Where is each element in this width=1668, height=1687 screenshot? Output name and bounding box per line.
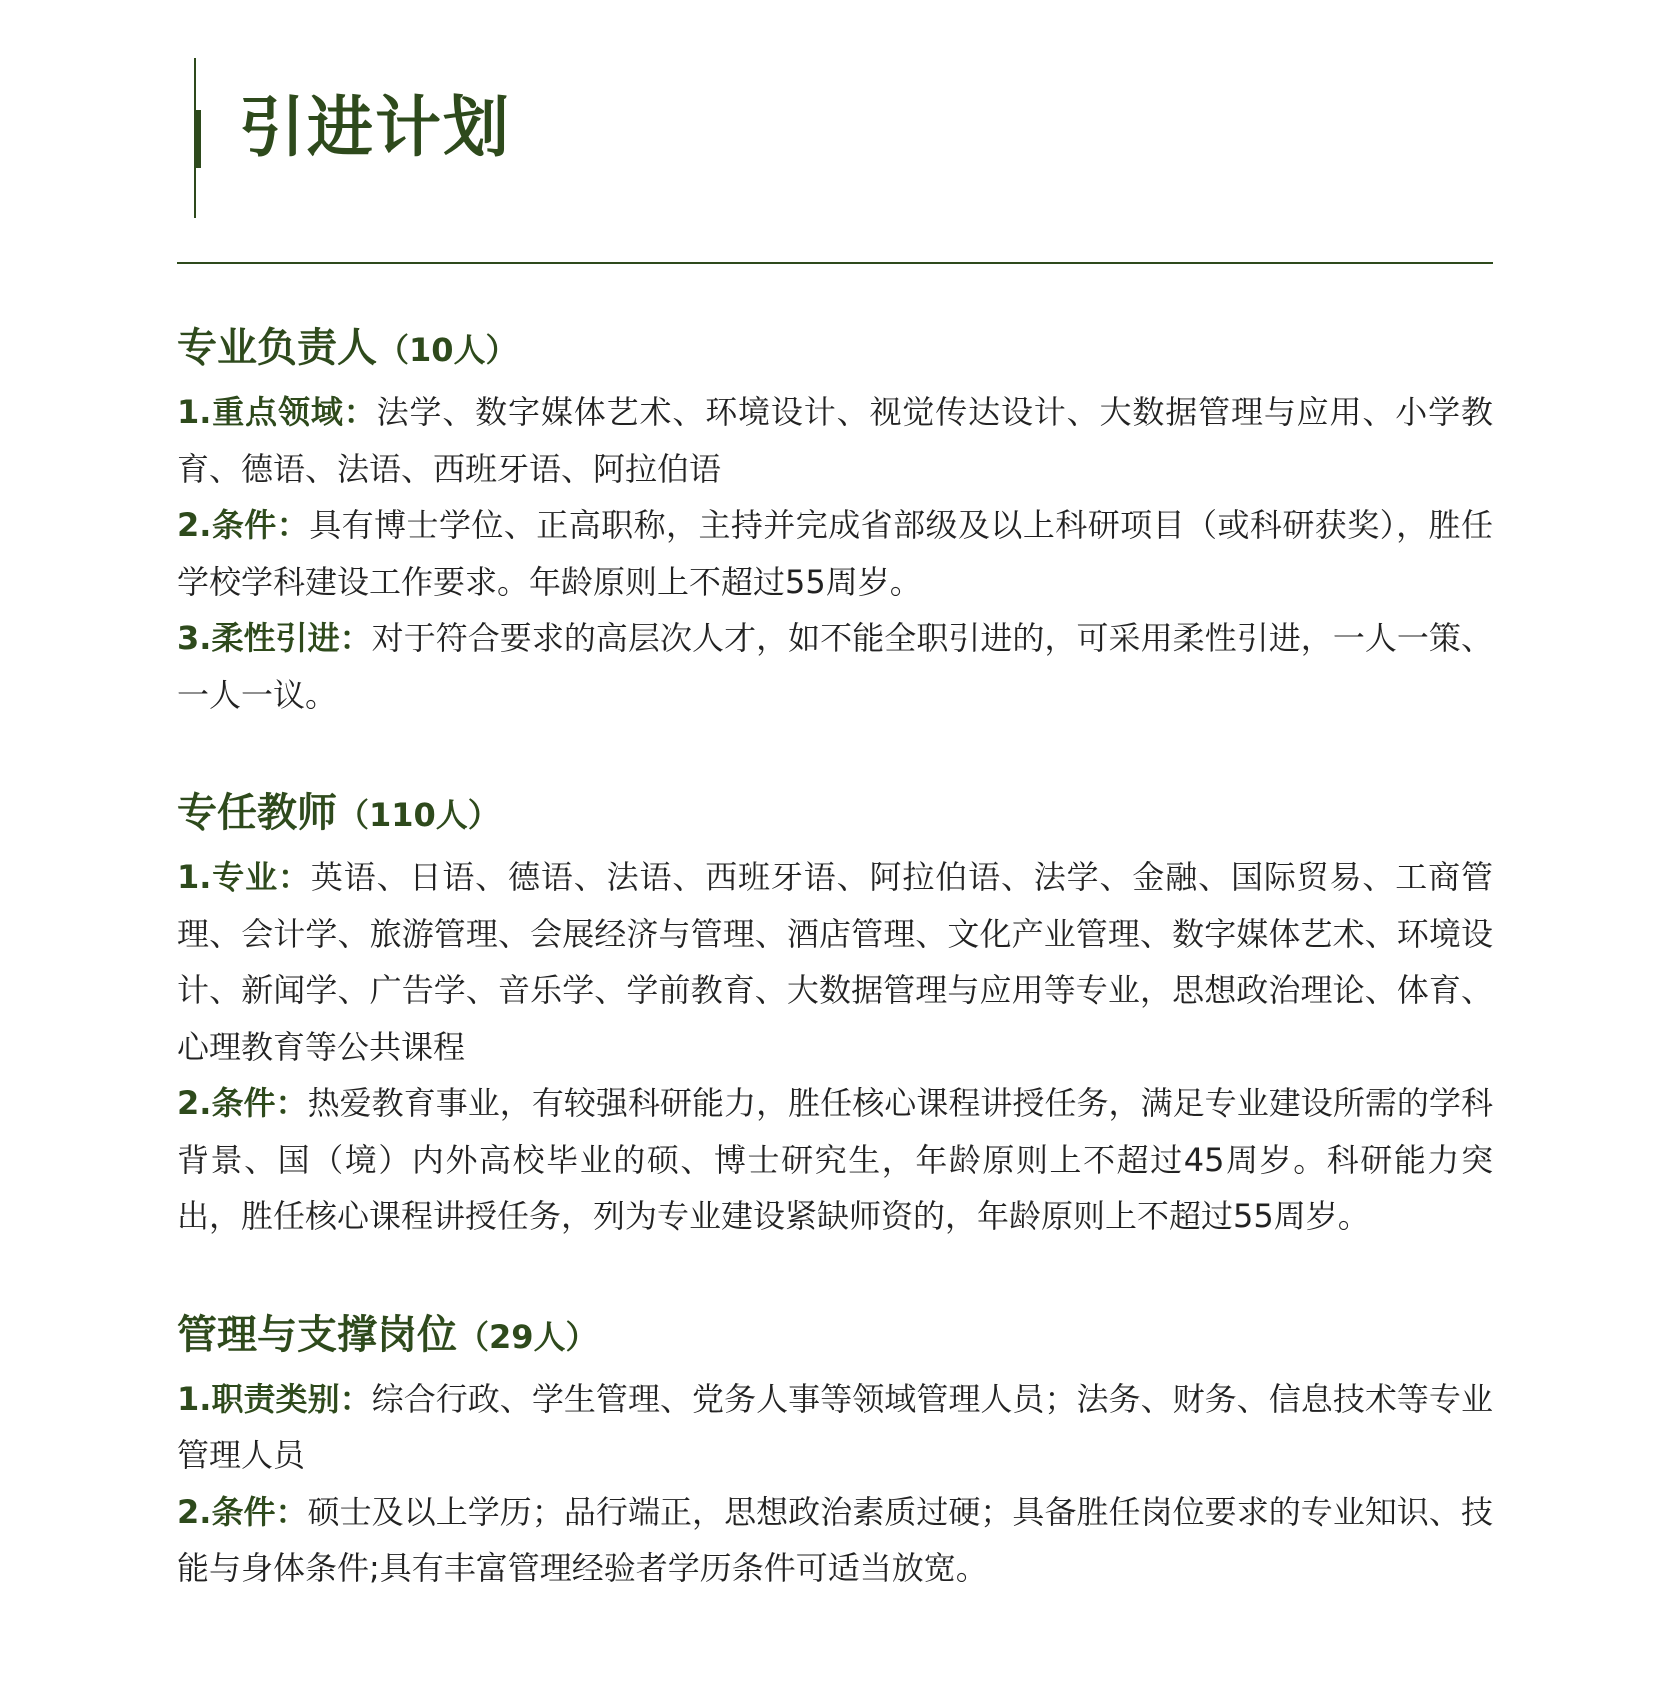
page-title: 引进计划 bbox=[239, 89, 511, 166]
list-item bbox=[177, 610, 1493, 723]
section-count: （10人） bbox=[377, 331, 518, 369]
list-item bbox=[177, 384, 1493, 497]
section-count: （29人） bbox=[457, 1317, 598, 1356]
section-heading bbox=[177, 783, 1493, 845]
list-item bbox=[177, 1075, 1493, 1245]
item-text: 综合行政、学生管理、党务人事等领域管理人员；法务、财务、信息技术等专业管理人员 bbox=[177, 1379, 1493, 1474]
section-heading bbox=[177, 318, 1493, 380]
section-heading bbox=[177, 1305, 1493, 1367]
section-title: 专任教师 bbox=[177, 790, 337, 836]
section-management-support bbox=[177, 1305, 1493, 1597]
item-label: 2.条件： bbox=[177, 1492, 308, 1531]
section-title: 专业负责人 bbox=[177, 325, 377, 371]
list-item bbox=[177, 1484, 1493, 1597]
section-program-leaders bbox=[177, 318, 1493, 723]
title-accent-bar bbox=[194, 110, 201, 168]
item-text: 热爱教育事业，有较强科研能力，胜任核心课程讲授任务，满足专业建设所需的学科背景、国（境）内外高校毕业的硕、博士研究生，年龄原则上不超过45周岁。科研能力突出，胜任核心课程讲授任务，列为专业建设紧缺师资的，年龄原则上不超过55周岁。 bbox=[177, 1084, 1493, 1235]
item-label: 2.条件： bbox=[177, 506, 310, 544]
list-item bbox=[177, 1371, 1493, 1484]
item-label: 3.柔性引进： bbox=[177, 619, 372, 657]
section-full-time-teachers bbox=[177, 783, 1493, 1245]
item-text: 法学、数字媒体艺术、环境设计、视觉传达设计、大数据管理与应用、小学教育、德语、法语、西班牙语、阿拉伯语 bbox=[177, 393, 1493, 488]
item-label: 1.专业： bbox=[177, 858, 311, 896]
item-text: 对于符合要求的高层次人才，如不能全职引进的，可采用柔性引进，一人一策、一人一议。 bbox=[177, 619, 1493, 714]
section-count: （110人） bbox=[337, 796, 500, 834]
item-label: 2.条件： bbox=[177, 1084, 308, 1122]
item-label: 1.职责类别： bbox=[177, 1379, 372, 1418]
item-text: 硕士及以上学历；品行端正，思想政治素质过硬；具备胜任岗位要求的专业知识、技能与身体条件;具有丰富管理经验者学历条件可适当放宽。 bbox=[177, 1492, 1493, 1587]
title-block bbox=[194, 58, 594, 218]
item-text: 具有博士学位、正高职称，主持并完成省部级及以上科研项目（或科研获奖），胜任学校学科建设工作要求。年龄原则上不超过55周岁。 bbox=[177, 506, 1493, 601]
item-text: 英语、日语、德语、法语、西班牙语、阿拉伯语、法学、金融、国际贸易、工商管理、会计学、旅游管理、会展经济与管理、酒店管理、文化产业管理、数字媒体艺术、环境设计、新闻学、广告学、音乐学、学前教育、大数据管理与应用等专业，思想政治理论、体育、心理教育等公共课程 bbox=[177, 858, 1493, 1066]
list-item bbox=[177, 849, 1493, 1075]
section-title: 管理与支撑岗位 bbox=[177, 1311, 457, 1358]
list-item bbox=[177, 497, 1493, 610]
title-divider bbox=[177, 262, 1493, 264]
item-label: 1.重点领域： bbox=[177, 393, 377, 431]
content bbox=[177, 318, 1493, 1597]
